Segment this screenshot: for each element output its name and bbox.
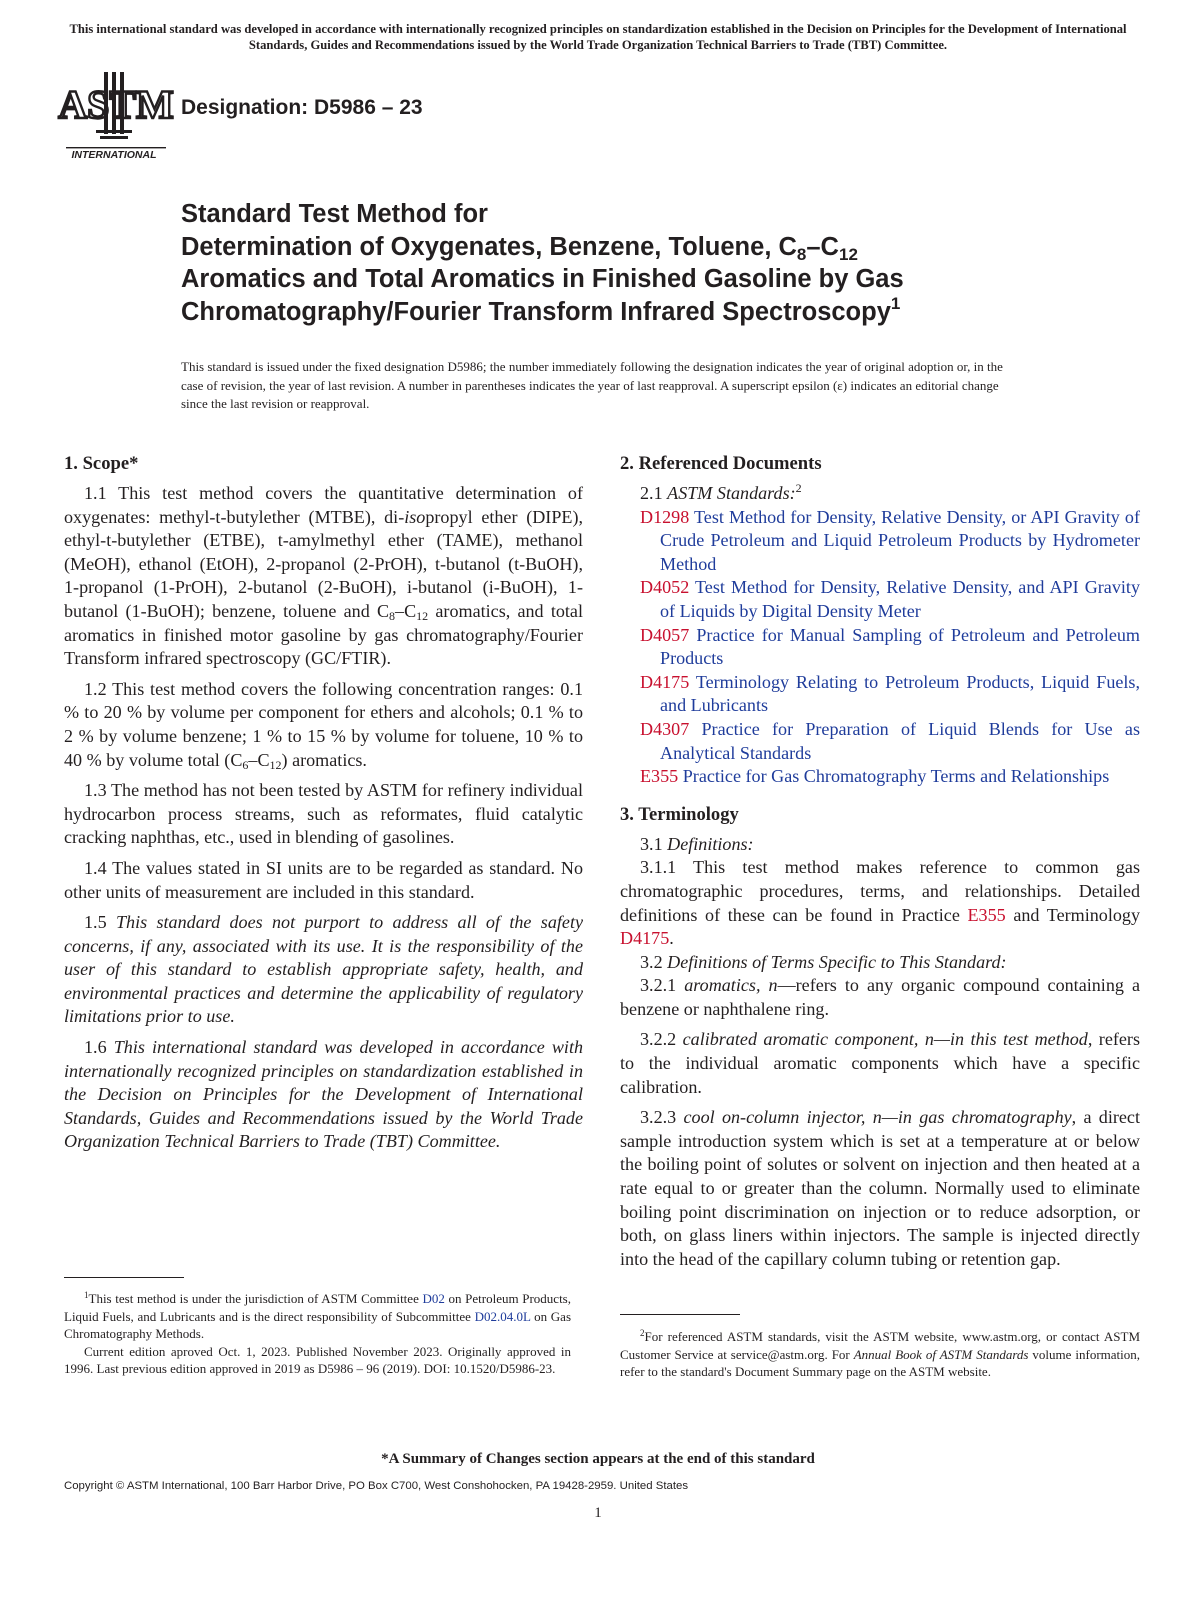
term-3-2-1: 3.2.1 aromatics, n—refers to any organic compound containing a benzene or naphthalene ring. bbox=[620, 975, 1140, 1019]
issued-note: This standard is issued under the fixed designation D5986; the number immediately following the designation indicates the year of original adoption or, in the case of revision, the year of last revision. A number in parentheses indicates the year of last reapproval. A superscript epsilon (ε) indicates an editorial change since the last revision or reapproval. bbox=[181, 359, 1003, 412]
document-title bbox=[181, 198, 1081, 328]
summary-note: *A Summary of Changes section appears at the end of this standard bbox=[381, 1451, 815, 1467]
footnote-2: $^2$For referenced ASTM standards, visit the ASTM website, www.astm.org, or contact ASTM Customer Service at service@astm.org. For Annual Book of ASTM Standards volume information, refer to the standard's Document Summary page on the ASTM website. bbox=[620, 1328, 1141, 1380]
referenced-heading: 2. Referenced Documents bbox=[620, 453, 822, 474]
right-column bbox=[620, 452, 1140, 1278]
copyright: Copyright © ASTM International, 100 Barr Harbor Drive, PO Box C700, West Conshohocken, PA 19428-2959. United States bbox=[64, 1480, 689, 1492]
title-line-4: Chromatography/Fourier Transform Infrared Spectroscopy$^1$ bbox=[181, 293, 901, 326]
link-d4175[interactable]: D4175 bbox=[620, 928, 670, 949]
scope-heading: 1. Scope* bbox=[64, 453, 139, 474]
term-3-2: 3.2 Definitions of Terms Specific to This Standard: bbox=[640, 951, 1007, 972]
scope-1-1: 1.1 This test method covers the quantitative determination of oxygenates: methyl-t-butylether (MTBE), di-isopropyl ether (DIPE), ethyl-t-butylether (ETBE), t-amylmethyl ether (TAME), methanol (MeOH), ethanol (EtOH), 2-propanol (2-PrOH), t-butanol (t-BuOH), 1-propanol (1-PrOH), 2-butanol (2-BuOH), i-butanol (i-BuOH), 1-butanol (1-BuOH); benzene, toluene and $C_8-C_{12}$ aromatics, and total aromatics in finished motor gasoline by gas chromatography/Fourier Transform infrared spectroscopy (GC/FTIR). bbox=[64, 483, 583, 669]
svg-text:ASTM: ASTM bbox=[58, 82, 174, 127]
top-notice: This international standard was developed in accordance with internationally recognized principles on standardization established in the Decision on Principles for the Development of International Standards, Guides and Recommendations issued by the World Trade Organization Technical Barriers to Trade (TBT) Committee. bbox=[69, 22, 1127, 52]
link-d02-04-0l[interactable]: D02.04.0L bbox=[474, 1308, 531, 1324]
scope-1-6: 1.6 This international standard was developed in accordance with internationally recognized principles on standardization established in the Decision on Principles for the Development of International Standards, Guides and Recommendations issued by the World Trade Organization Technical Barriers to Trade (TBT) Committee. bbox=[64, 1037, 584, 1152]
astm-standards-label: 2.1 ASTM Standards:$^2$ bbox=[640, 481, 802, 503]
ref-e355[interactable]: E355 Practice for Gas Chromatography Terms and Relationships bbox=[640, 766, 1110, 787]
title-line-1: Standard Test Method for bbox=[181, 200, 488, 228]
term-3-1: 3.1 Definitions: bbox=[640, 833, 754, 854]
term-3-1-1: 3.1.1 This test method makes reference to common gas chromatographic procedures, terms, and relationships. Detailed definitions of these can be found in Practice E355 and Terminology D4175. bbox=[620, 857, 1140, 949]
logo-subtitle: INTERNATIONAL bbox=[71, 149, 157, 161]
term-3-2-3: 3.2.3 cool on-column injector, n—in gas chromatography, a direct sample introduction system which is set at a temperature at or below the boiling point of solutes or solvent on injection and then heated at a rate equal to or greater than the column. Normally used to eliminate boiling point discrimination on injection or to reduce adsorption, or both, on glass liners within injectors. The sample is injected directly into the head of the capillary column tubing or retention gap. bbox=[620, 1107, 1140, 1269]
designation: Designation: D5986 – 23 bbox=[181, 96, 423, 119]
link-d02[interactable]: D02 bbox=[422, 1291, 445, 1306]
scope-1-4: 1.4 The values stated in SI units are to be regarded as standard. No other units of measurement are included in this standard. bbox=[64, 857, 583, 902]
title-line-3: Aromatics and Total Aromatics in Finished Gasoline by Gas bbox=[181, 265, 904, 293]
left-column bbox=[64, 452, 583, 1161]
link-e355[interactable]: E355 bbox=[967, 904, 1006, 925]
footnote-rule-right bbox=[620, 1314, 740, 1315]
terminology-heading: 3. Terminology bbox=[620, 803, 739, 825]
scope-1-5: 1.5 This standard does not purport to address all of the safety concerns, if any, associated with its use. It is the responsibility of the user of this standard to establish appropriate safety, health, and environmental practices and determine the applicability of regulatory limitations prior to use. bbox=[64, 912, 584, 1027]
astm-logo bbox=[58, 70, 174, 166]
ref-d4175[interactable]: D4175 Terminology Relating to Petroleum Products, Liquid Fuels, and Lubricants bbox=[640, 671, 1140, 716]
footnote-rule-left bbox=[64, 1277, 184, 1278]
ref-d1298[interactable]: D1298 Test Method for Density, Relative Density, or API Gravity of Crude Petroleum and Liquid Petroleum Products by Hydrometer Method bbox=[640, 506, 1140, 574]
ref-d4052[interactable]: D4052 Test Method for Density, Relative Density, and API Gravity of Liquids by Digital Density Meter bbox=[640, 577, 1140, 621]
footnote-1: $^1$This test method is under the jurisdiction of ASTM Committee D02 on Petroleum Products, Liquid Fuels, and Lubricants and is the direct responsibility of Subcommittee D02.04.0L on Gas Chromatography Methods. Current edition aproved Oct. 1, 2023. Published November 2023. Originally approved in 1996. Last previous edition approved in 2019 as D5986 – 96 (2019). DOI: 10.1520/D5986-23. bbox=[64, 1290, 571, 1377]
scope-1-2: 1.2 This test method covers the following concentration ranges: 0.1 % to 20 % by volume per component for ethers and alcohols; 0.1 % to 2 % by volume benzene; 1 % to 15 % by volume for toluene, 10 % to 40 % by volume total $(C_6-C_{12})$ aromatics. bbox=[64, 678, 583, 772]
title-line-2: Determination of Oxygenates, Benzene, Toluene, $C_8-C_{12}$ bbox=[181, 232, 858, 264]
term-3-2-2: 3.2.2 calibrated aromatic component, n—in this test method, refers to the individual aromatic components which have a specific calibration. bbox=[620, 1029, 1140, 1097]
page-number: 1 bbox=[594, 1505, 602, 1521]
scope-1-3: 1.3 The method has not been tested by ASTM for refinery individual hydrocarbon process streams, such as reformates, fluid catalytic cracking naphthas, etc., used in blending of gasolines. bbox=[64, 780, 583, 848]
ref-d4307[interactable]: D4307 Practice for Preparation of Liquid Blends for Use as Analytical Standards bbox=[640, 718, 1140, 763]
ref-d4057[interactable]: D4057 Practice for Manual Sampling of Petroleum and Petroleum Products bbox=[640, 624, 1140, 669]
